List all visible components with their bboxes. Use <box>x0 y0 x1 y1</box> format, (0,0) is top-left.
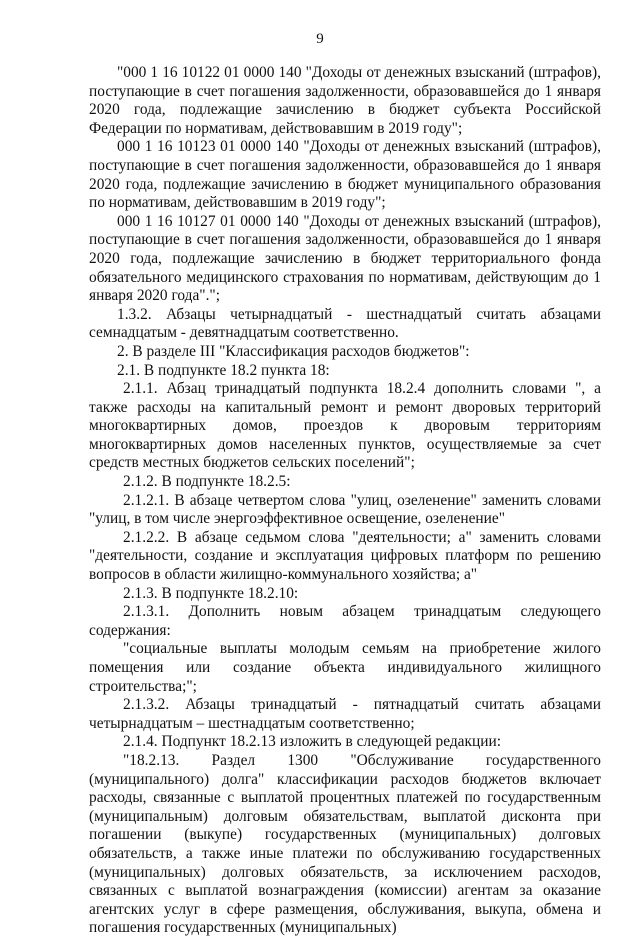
paragraph-code-10122: "000 1 16 10122 01 0000 140 "Доходы от денежных взысканий (штрафов), поступающие в счет погашения задолженности, образовавшейся до 1 января 2020 года, подлежащие зачислению в бюджет субъекта Российской Федерации по нормативам, действовавшим в 2019 году"; <box>89 64 601 137</box>
paragraph-quoted-social-payments: "социальные выплаты молодым семьям на приобретение жилого помещения или создание объекта индивидуального жилищного строительства;"; <box>89 640 601 695</box>
page-number: 9 <box>316 31 324 47</box>
document-body <box>89 64 601 938</box>
paragraph-2-1-3-2: 2.1.3.2. Абзацы тринадцатый - пятнадцатый считать абзацами четырнадцатым – шестнадцатым соответственно; <box>89 696 601 732</box>
paragraph-section-2: 2. В разделе III "Классификация расходов бюджетов": <box>117 342 470 360</box>
paragraph-2-1-2-2: 2.1.2.2. В абзаце седьмом слова "деятельности; а" заменить словами "деятельности, создание и эксплуатация цифровых платформ по решению вопросов в области жилищно-коммунального хозяйства; а" <box>89 528 601 584</box>
paragraph-2-1-1: 2.1.1. Абзац тринадцатый подпункта 18.2.4 дополнить словами ", а также расходы на капитальный ремонт и ремонт дворовых территорий многоквартирных домов, проездов к дворовым территориям многоквартирных домов населенных пунктов, осуществляемые за счет средств местных бюджетов сельских поселений"; <box>89 380 601 472</box>
paragraph-2-1: 2.1. В подпункте 18.2 пункта 18: <box>117 361 330 379</box>
paragraph-18-2-13: "18.2.13. Раздел 1300 "Обслуживание государственного (муниципального) долга" классификации расходов бюджетов включает расходы, связанные с выплатой процентных платежей по государственным (муниципальным) долговым обязательствам, выплатой дисконта при погашении (выкупе) государственных (муниципальных) долговых обязательств, а также иные платежи по обслуживанию государственных (муниципальных) долговых обязательств, за исключением расходов, связанных с выплатой вознаграждения (комиссии) агентам за оказание агентских услуг в сфере размещения, обслуживания, выкупа, обмена и погашения государственных (муниципальных) <box>89 751 601 937</box>
paragraph-2-1-3: 2.1.3. В подпункте 18.2.10: <box>123 584 299 602</box>
paragraph-code-10123: 000 1 16 10123 01 0000 140 "Доходы от денежных взысканий (штрафов), поступающие в счет погашения задолженности, образовавшейся до 1 января 2020 года, подлежащие зачислению в бюджет муниципального образования по нормативам, действовавшим в 2019 году"; <box>89 138 601 212</box>
paragraph-code-10127: 000 1 16 10127 01 0000 140 "Доходы от денежных взысканий (штрафов), поступающие в счет погашения задолженности, образовавшейся до 1 января 2020 года, подлежащие зачислению в бюджет территориального фонда обязательного медицинского страхования по нормативам, действующим до 1 января 2020 года"."; <box>89 212 601 305</box>
paragraph-2-1-2-1: 2.1.2.1. В абзаце четвертом слова "улиц, озеленение" заменить словами "улиц, в том числе энергоэффективное освещение, озеленение" <box>89 491 601 528</box>
paragraph-2-1-4: 2.1.4. Подпункт 18.2.13 изложить в следующей редакции: <box>123 733 501 751</box>
paragraph-1-3-2: 1.3.2. Абзацы четырнадцатый - шестнадцатый считать абзацами семнадцатым - девятнадцатым соответственно. <box>89 305 601 342</box>
paragraph-2-1-2: 2.1.2. В подпункте 18.2.5: <box>123 473 291 491</box>
paragraph-2-1-3-1: 2.1.3.1. Дополнить новым абзацем тринадцатым следующего содержания: <box>89 603 601 639</box>
